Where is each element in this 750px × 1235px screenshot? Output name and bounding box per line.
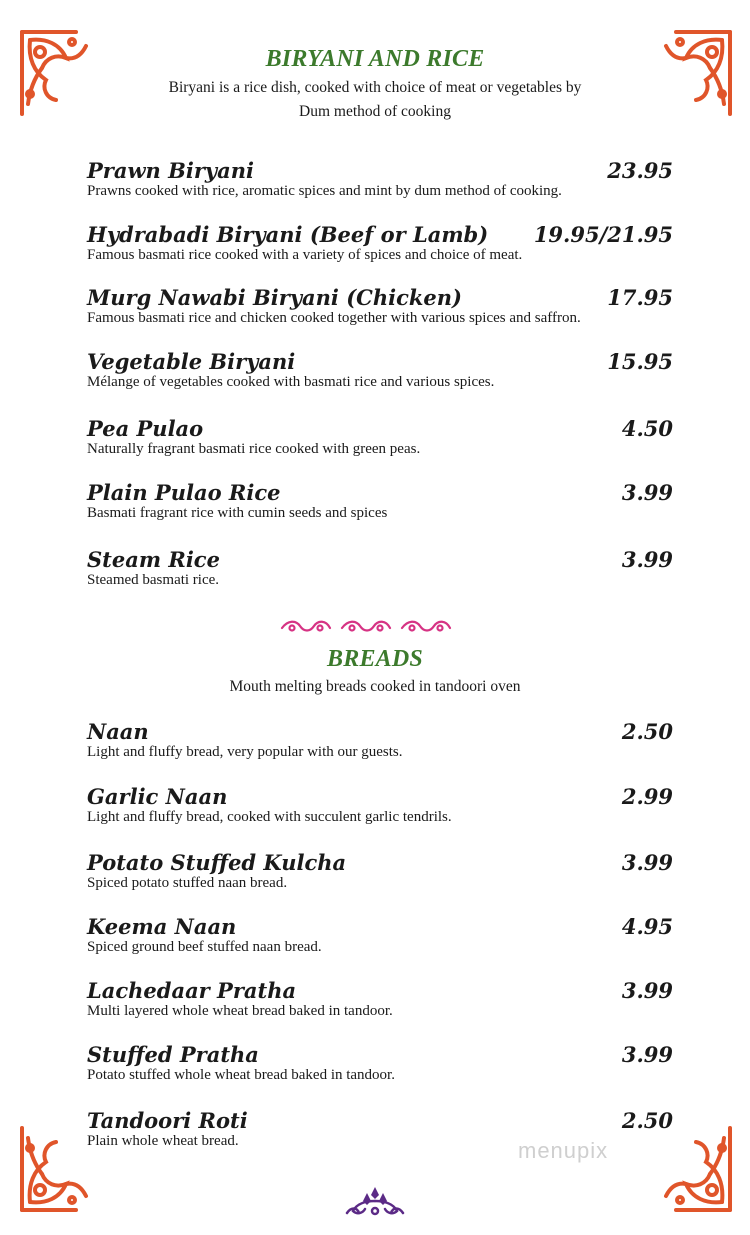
item-description: Spiced potato stuffed naan bread. [87, 875, 288, 891]
item-price: 23.95 [607, 158, 673, 183]
item-description: Famous basmati rice cooked with a variety of spices and choice of meat. [87, 247, 523, 263]
item-price: 3.99 [621, 1042, 673, 1067]
menu-item [87, 285, 673, 327]
item-price: 2.99 [621, 784, 673, 809]
item-price: 3.99 [621, 547, 673, 572]
item-description: Mélange of vegetables cooked with basmati rice and various spices. [87, 374, 495, 390]
item-name: Keema Naan [87, 914, 237, 939]
corner-ornament-icon [16, 1118, 96, 1218]
item-name: Potato Stuffed Kulcha [87, 850, 347, 875]
item-price: 2.50 [621, 719, 673, 744]
menu-item [87, 480, 673, 522]
section-subtitle-breads: Mouth melting breads cooked in tandoori oven [229, 678, 521, 695]
item-description: Naturally fragrant basmati rice cooked with green peas. [87, 441, 421, 457]
menu-item [87, 158, 673, 200]
menu-item [87, 978, 673, 1020]
item-price: 4.50 [621, 416, 673, 441]
item-name: Plain Pulao Rice [87, 480, 281, 505]
menu-item [87, 222, 673, 264]
item-description: Potato stuffed whole wheat bread baked in tandoor. [87, 1067, 395, 1083]
item-price: 15.95 [607, 349, 673, 374]
item-description: Light and fluffy bread, very popular with our guests. [87, 744, 403, 760]
item-price: 3.99 [621, 850, 673, 875]
item-description: Famous basmati rice and chicken cooked together with various spices and saffron. [87, 310, 581, 326]
item-price: 2.50 [621, 1108, 673, 1133]
menu-item [87, 547, 673, 589]
menu-item [87, 349, 673, 391]
item-description: Plain whole wheat bread. [87, 1133, 239, 1149]
item-name: Vegetable Biryani [87, 349, 296, 374]
item-price: 17.95 [607, 285, 673, 310]
item-name: Prawn Biryani [87, 158, 254, 183]
menu-item [87, 719, 673, 761]
item-name: Pea Pulao [87, 416, 204, 441]
divider-ornament-icon [280, 618, 460, 636]
menu-item [87, 416, 673, 458]
menu-item [87, 850, 673, 892]
menu-item [87, 1042, 673, 1084]
section-subtitle-biryani-2: Dum method of cooking [299, 103, 451, 120]
item-name: Hydrabadi Biryani (Beef or Lamb) [87, 222, 489, 247]
item-description: Spiced ground beef stuffed naan bread. [87, 939, 322, 955]
item-description: Multi layered whole wheat bread baked in tandoor. [87, 1003, 393, 1019]
item-price: 4.95 [621, 914, 673, 939]
item-name: Tandoori Roti [87, 1108, 248, 1133]
watermark: menupix [518, 1138, 609, 1163]
section-title-breads: BREADS [327, 646, 423, 672]
section-subtitle-biryani: Biryani is a rice dish, cooked with choice of meat or vegetables by [168, 79, 582, 96]
item-name: Naan [87, 719, 149, 744]
item-name: Garlic Naan [87, 784, 228, 809]
item-description: Light and fluffy bread, cooked with succulent garlic tendrils. [87, 809, 452, 825]
item-description: Basmati fragrant rice with cumin seeds and spices [87, 505, 388, 521]
item-price: 19.95/21.95 [533, 222, 673, 247]
item-description: Prawns cooked with rice, aromatic spices and mint by dum method of cooking. [87, 183, 562, 199]
item-description: Steamed basmati rice. [87, 572, 220, 588]
section-title-biryani: BIRYANI AND RICE [265, 46, 485, 72]
item-price: 3.99 [621, 978, 673, 1003]
item-name: Steam Rice [87, 547, 220, 572]
menu-item [87, 914, 673, 956]
item-price: 3.99 [621, 480, 673, 505]
menu-item [87, 784, 673, 826]
item-name: Stuffed Pratha [87, 1042, 259, 1067]
item-name: Murg Nawabi Biryani (Chicken) [87, 285, 462, 310]
footer-ornament-icon [343, 1185, 407, 1219]
item-name: Lachedaar Pratha [87, 978, 297, 1003]
